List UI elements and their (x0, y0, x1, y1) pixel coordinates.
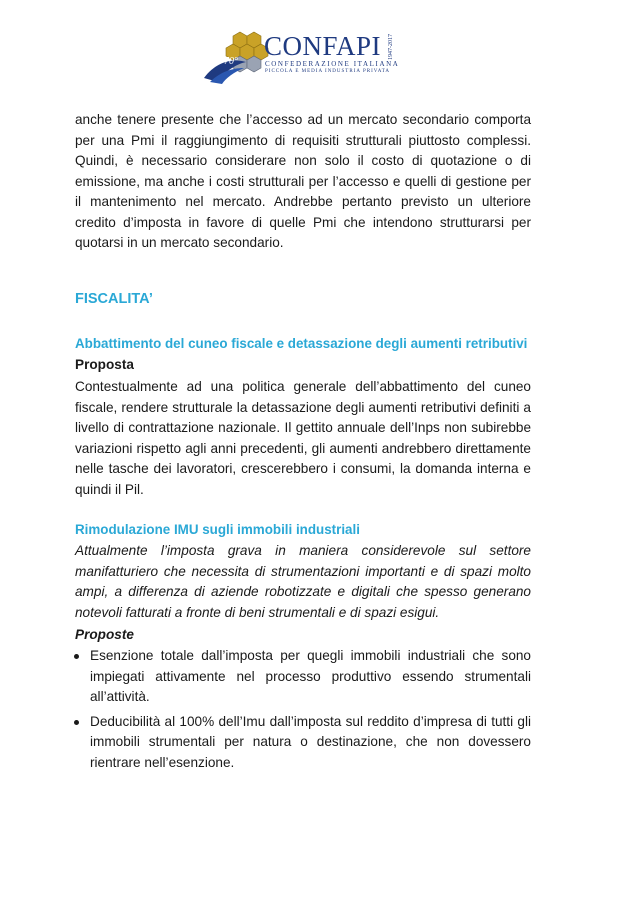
logo-years: 1947-2017 (388, 34, 394, 60)
anniversary-badge: 70° (224, 56, 238, 67)
list-item-text: Deducibilità al 100% dell’Imu dall’imposta sul reddito d’impresa di tutti gli immobili strumentali per natura o destinazione, che non dovessero rientrare nell’esenzione. (90, 713, 531, 770)
intro-paragraph: anche tenere presente che l’accesso ad un mercato secondario comporta per una Pmi il raggiungimento di requisiti strutturali piuttosto complessi. Quindi, è necessario considerare non solo il costo di quotazione o di emissione, ma anche i costi strutturali per l’accesso e quelli di gestione per il mantenimento nel mercato. Andrebbe pertanto previsto un ulteriore credito d’imposta in favore di quelle Pmi che intendono strutturarsi per quotarsi in un mercato secondario. (75, 112, 531, 250)
topic2-label: Proposte (75, 627, 134, 642)
bullet-icon (74, 654, 79, 659)
logo-wordmark: CONFAPI (264, 31, 382, 61)
section-title: FISCALITA’ (75, 291, 153, 307)
logo-subtitle: CONFEDERAZIONE ITALIANA (265, 60, 400, 68)
bullet-icon (74, 720, 79, 725)
proposals-list (75, 646, 531, 773)
topic1-label: Proposta (75, 357, 134, 372)
list-item (75, 712, 531, 774)
topic2-intro: Attualmente l’imposta grava in maniera considerevole sul settore manifatturiero che necessita di strumentazioni importanti e di spazi molto ampi, a differenza di aziende robotizzate e digitali che spesso generano notevoli fatturati a fronte di beni strumentali e di spazi esigui. (75, 543, 531, 620)
confapi-logo (202, 28, 412, 84)
topic1-text: Contestualmente ad una politica generale dell’abbattimento del cuneo fiscale, rendere strutturale la detassazione degli aumenti retributivi definiti a livello di contrattazione nazionale. Il gettito annuale dell’Inps non subirebbe variazioni rispetto agli anni precedenti, gli aumenti andrebbero direttamente nelle tasche dei lavoratori, crescerebbero i consumi, la domanda interna e quindi il Pil. (75, 379, 531, 497)
topic1-title: Abbattimento del cuneo fiscale e detassazione degli aumenti retributivi (75, 336, 528, 351)
list-item (75, 646, 531, 708)
logo-tagline: PICCOLA E MEDIA INDUSTRIA PRIVATA (265, 69, 391, 74)
topic2-title: Rimodulazione IMU sugli immobili industriali (75, 522, 360, 537)
list-item-text: Esenzione totale dall’imposta per quegli immobili industriali che sono impiegati attivamente nel processo produttivo essendo strumentali all’attività. (90, 648, 531, 704)
